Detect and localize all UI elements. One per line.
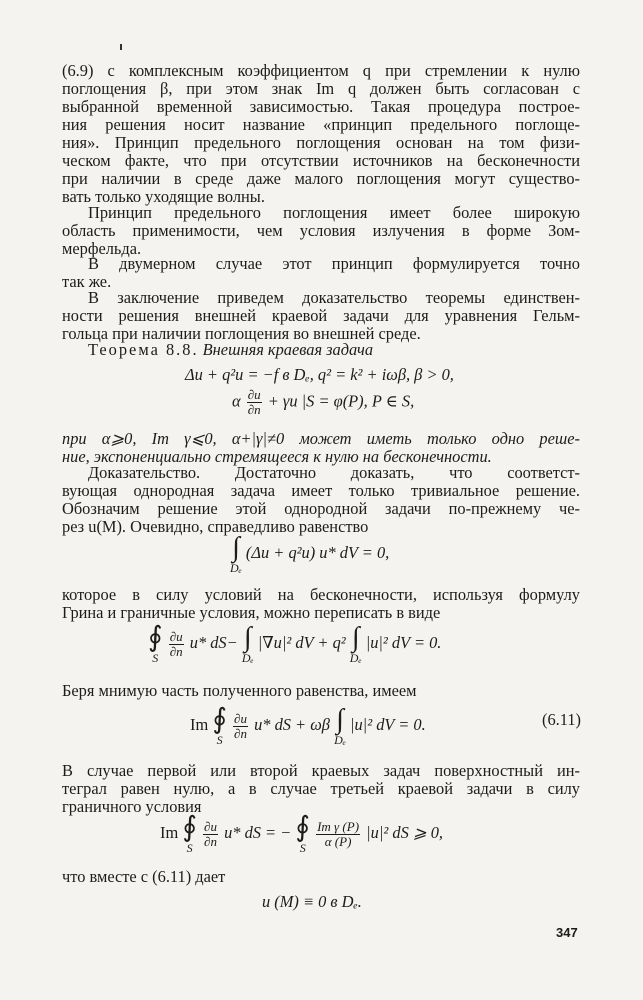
- text-line: Доказательство. Достаточно доказать, что соответст-: [88, 463, 580, 482]
- fraction-du-dn: $\frac{\partial u}{\partial n}$: [169, 628, 183, 659]
- text-line: В заключение приведем доказательство теоремы единствен-: [88, 288, 580, 307]
- fraction-du-dn: $\frac{\partial u}{\partial n}$: [204, 818, 217, 849]
- theorem-title: Внешняя краевая задача: [202, 340, 374, 359]
- text-line: Грина и граничные условия, можно переписать в виде: [62, 603, 441, 622]
- integral-equation: ∫ Dₑ (Δu + q²u) u* dV = 0,: [230, 532, 390, 575]
- text-line: Обозначим решение этой однородной задачи по-прежнему че-: [62, 499, 580, 518]
- fraction-im-gamma-alpha: $\frac{\text{Im γ (P)}}{\alpha (P)}$: [317, 818, 360, 849]
- integral-symbol: ∫ Dₑ: [349, 622, 362, 665]
- paragraph-1: [62, 62, 580, 206]
- text-line: вать только уходящие волны.: [62, 187, 265, 206]
- equation-number: (6.11): [542, 710, 581, 729]
- theorem-equation-2: α $\frac{\partial u}{\partial n}$ + γu |S = φ(P), P ∈ S,: [232, 387, 415, 417]
- text-line: которое в силу условий на бесконечности, используя формулу: [62, 585, 580, 604]
- paragraph-4: [62, 289, 580, 343]
- text-line: гольца при наличии поглощения во внешней среде.: [62, 324, 421, 343]
- paragraph-boundary: [62, 762, 580, 816]
- paragraph-imaginary: [62, 682, 580, 700]
- text-line: Принцип предельного поглощения имеет более широкую: [88, 203, 580, 222]
- integral-symbol: ∫ Dₑ: [230, 532, 242, 575]
- contour-integral-symbol: ∮ S: [182, 812, 197, 855]
- proof-paragraph: [62, 464, 580, 536]
- fraction-du-dn: $\frac{\partial u}{\partial n}$: [247, 387, 261, 417]
- text-line: ние, экспоненциально стремящееся к нулю на бесконечности.: [62, 447, 492, 466]
- text-line: граничного условия: [62, 797, 202, 816]
- imaginary-part-equation: Im ∮ S $\frac{\partial u}{\partial n}$ u* dS + ωβ ∫ Dₑ |u|² dV = 0.: [190, 704, 426, 747]
- paragraph-2: [62, 204, 580, 258]
- integral-symbol: ∫ Dₑ: [334, 704, 346, 747]
- text-line: В двумерном случае этот принцип формулируется точно: [88, 254, 580, 273]
- theorem-heading: [62, 341, 580, 359]
- paragraph-green: [62, 586, 580, 622]
- contour-integral-symbol: ∮ S: [212, 704, 227, 747]
- paragraph-3: [62, 255, 580, 291]
- text-line: теграл равен нулю, а в случае третьей краевой задачи в силу: [62, 779, 580, 798]
- theorem-equation-1: Δu + q²u = −f в Dₑ, q² = k² + iωβ, β > 0,: [185, 365, 454, 384]
- text-line: ческом факте, что при отсутствии источников на бесконечности: [62, 151, 580, 170]
- text-line: поглощения β, при этом знак Im q должен быть согласован с: [62, 79, 580, 98]
- green-equation: ∮ S $\frac{\partial u}{\partial n}$ u* dS− ∫ Dₑ |∇u|² dV + q² ∫ Dₑ |u|² dV = 0.: [148, 622, 442, 665]
- contour-integral-symbol: ∮ S: [295, 812, 310, 855]
- text-line: область применимости, чем условия излучения в форме Зом-: [62, 221, 580, 240]
- integral-symbol: ∫ Dₑ: [241, 622, 254, 665]
- theorem-condition: [62, 430, 580, 466]
- theorem-label: Теорема 8.8.: [88, 340, 199, 359]
- text-line: В случае первой или второй краевых задач поверхностный ин-: [62, 761, 580, 780]
- inequality-equation: Im ∮ S $\frac{\partial u}{\partial n}$ u* dS = − ∮ S $\frac{\text{Im γ (P)}}{\alpha (P)}$ |u|² dS ⩾ 0,: [160, 812, 443, 855]
- text-line: ния». Принцип предельного поглощения основан на том физи-: [62, 133, 580, 152]
- text-line: (6.9) с комплексным коэффициентом q при стремлении к нулю: [62, 61, 580, 80]
- fraction-du-dn: $\frac{\partial u}{\partial n}$: [234, 710, 247, 741]
- text-line: при наличии в среде даже малого поглощения могут существо-: [62, 169, 580, 188]
- text-line: ности решения внешней краевой задачи для уравнения Гельм-: [62, 306, 580, 325]
- final-equation: u (M) ≡ 0 в Dₑ.: [262, 892, 362, 911]
- text-line: так же.: [62, 272, 112, 291]
- contour-integral-symbol: ∮ S: [148, 622, 163, 665]
- text-line: рез u(M). Очевидно, справедливо равенство: [62, 517, 369, 536]
- page-mark: [120, 44, 122, 50]
- paragraph-conclusion: [62, 868, 580, 886]
- text-line: мерфельда.: [62, 239, 142, 258]
- page-number: 347: [556, 925, 578, 940]
- text-line: ния решения носит название «принцип предельного поглоще-: [62, 115, 580, 134]
- text-line: Беря мнимую часть полученного равенства, имеем: [62, 681, 417, 700]
- text-line: выбранной временной зависимостью. Такая процедура построе-: [62, 97, 580, 116]
- text-line: при α⩾0, Im γ⩽0, α+|γ|≠0 может иметь только одно реше-: [62, 429, 580, 448]
- text-line: вующая однородная задача имеет только тривиальное решение.: [62, 481, 580, 500]
- text-line: что вместе с (6.11) дает: [62, 867, 226, 886]
